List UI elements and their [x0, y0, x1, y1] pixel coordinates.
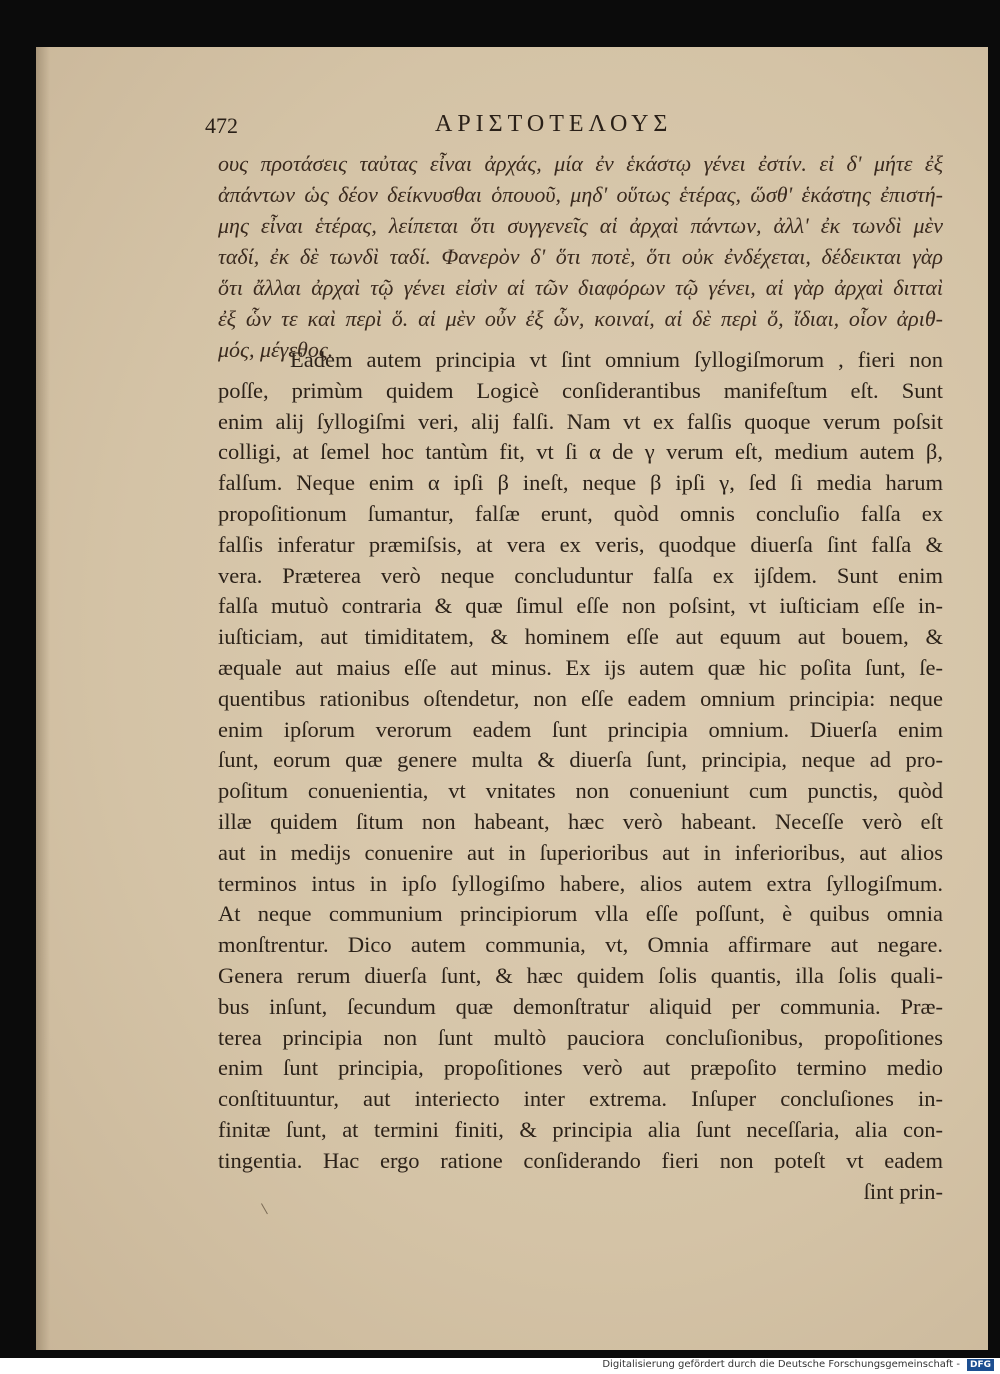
latin-line: enim alij ſyllogiſmi veri, alij falſi. Nam vt ex falſis quoque verum poſsit — [218, 408, 943, 434]
latin-line: poſſe, primùm quidem Logicè conſiderantibus manifeſtum eſt. Sunt — [218, 377, 943, 403]
greek-line: ους προτάσεις ταὐτας εἶναι ἀρχάς, μία ἐν ἑκάστῳ γένει ἐστίν. εἰ δ' μήτε ἐξ — [218, 151, 943, 176]
latin-line: quentibus rationibus oſtendetur, non eſſe eadem omnium principia: neque — [218, 685, 943, 711]
greek-line: ὅτι ἄλλαι ἀρχαὶ τῷ γένει εἰσὶν αἱ τῶν διαφόρων τῷ γένει, αἱ γὰρ ἀρχαὶ διτταὶ — [218, 275, 943, 300]
latin-line: iuſticiam, aut timiditatem, & hominem eſſe aut equum aut bouem, & — [218, 624, 943, 650]
greek-line: μός, μέγεθος. — [218, 337, 334, 362]
latin-line: terminos intus in ipſo ſyllogiſmo habere, alios autem extra ſyllogiſmum. — [218, 870, 943, 896]
greek-line: ἀπάντων ὡς δέον δείκνυσθαι ὁπουοῦ, μηδ' οὕτως ἑτέρας, ὥσθ' ἑκάστης ἐπιστή- — [218, 182, 943, 207]
greek-line: μης εἶναι ἑτέρας, λείπεται ὅτι συγγενεῖς αἱ ἀρχαὶ πάντων, ἀλλ' ἐκ τωνδὶ μὲν — [218, 213, 943, 238]
latin-line: conſtituuntur, aut interiecto inter extrema. Inſuper concluſiones in- — [218, 1086, 943, 1112]
latin-line: terea principia non ſunt multò pauciora concluſionibus, propoſitiones — [218, 1024, 943, 1050]
latin-line: falſa mutuò contraria & quæ ſimul eſſe non poſsint, vt iuſticiam eſſe in- — [218, 593, 943, 619]
catchword: ſint prin- — [863, 1178, 943, 1204]
latin-line: bus inſunt, ſecundum quæ demonſtratur aliquid per communia. Præ- — [218, 993, 943, 1019]
latin-line: Eadem autem principia vt ſint omnium ſyllogiſmorum , fieri non — [290, 347, 943, 372]
latin-line: enim ipſorum verorum eadem ſunt principia omnium. Diuerſa enim — [218, 716, 943, 742]
latin-line: vera. Præterea verò neque concluduntur falſa ex ijſdem. Sunt enim — [218, 562, 943, 588]
latin-line: At neque communium principiorum vlla eſſe poſſunt, è quibus omnia — [218, 901, 943, 927]
page-gutter-shadow — [36, 47, 50, 1350]
greek-line: ταδί, ἐκ δὲ τωνδὶ ταδί. Φανερὸν δ' ὅτι ποτὲ, ὅτι οὐκ ἐνδέχεται, δέδεικται γὰρ — [218, 244, 943, 269]
latin-line: propoſitionum ſumantur, falſæ erunt, quòd omnis concluſio falſa ex — [218, 500, 943, 526]
latin-line: colligi, at ſemel hoc tantùm fit, vt ſi α de γ verum eſt, medium autem β, — [218, 439, 943, 465]
latin-line: falſum. Neque enim α ipſi β ineſt, neque β ipſi γ, ſed ſi media harum — [218, 470, 943, 496]
latin-line: poſitum conuenientia, vt vnitates non conueniunt cum punctis, quòd — [218, 778, 943, 804]
page-number: 472 — [205, 113, 238, 138]
dfg-logo: DFG — [967, 1359, 994, 1371]
latin-line: enim ſunt principia, propoſitiones verò aut præpoſito termino medio — [218, 1055, 943, 1081]
latin-line: tingentia. Hac ergo ratione conſiderando fieri non poteſt vt eadem — [218, 1147, 943, 1173]
latin-line: falſis inferatur præmiſsis, at vera ex veris, quodque diuerſa ſint falſa & — [218, 531, 943, 557]
latin-text-block — [218, 345, 943, 1207]
latin-line: monſtrentur. Dico autem communia, vt, Omnia affirmare aut negare. — [218, 932, 943, 958]
funding-credit: Digitalisierung gefördert durch die Deutsche Forschungsgemeinschaft - — [602, 1359, 960, 1370]
running-title: ΑΡΙΣΤΟΤΕΛΟΥΣ — [435, 111, 673, 137]
latin-line: æquale aut maius eſſe aut minus. Ex ijs autem quæ hic poſita ſunt, ſe- — [218, 654, 943, 680]
latin-line: ſunt, eorum quæ genere multa & diuerſa ſunt, principia, neque ad pro- — [218, 747, 943, 773]
latin-line: Genera rerum diuerſa ſunt, & hæc quidem ſolis quantis, illa ſolis quali- — [218, 962, 943, 988]
latin-line: aut in medijs conuenire aut in ſuperioribus aut in inferioribus, aut alios — [218, 839, 943, 865]
page-header — [205, 113, 940, 143]
latin-line: finitæ ſunt, at termini finiti, & principia alia ſunt neceſſaria, alia con- — [218, 1116, 943, 1142]
latin-line: illæ quidem ſitum non habeant, hæc verò habeant. Neceſſe verò eſt — [218, 808, 943, 834]
greek-text-block — [218, 148, 943, 365]
greek-line: ἐξ ὧν τε καὶ περὶ ὅ. αἱ μὲν οὖν ἐξ ὧν, κοιναί, αἱ δὲ περὶ ὅ, ἴδιαι, οἷον ἀριθ- — [218, 306, 943, 331]
